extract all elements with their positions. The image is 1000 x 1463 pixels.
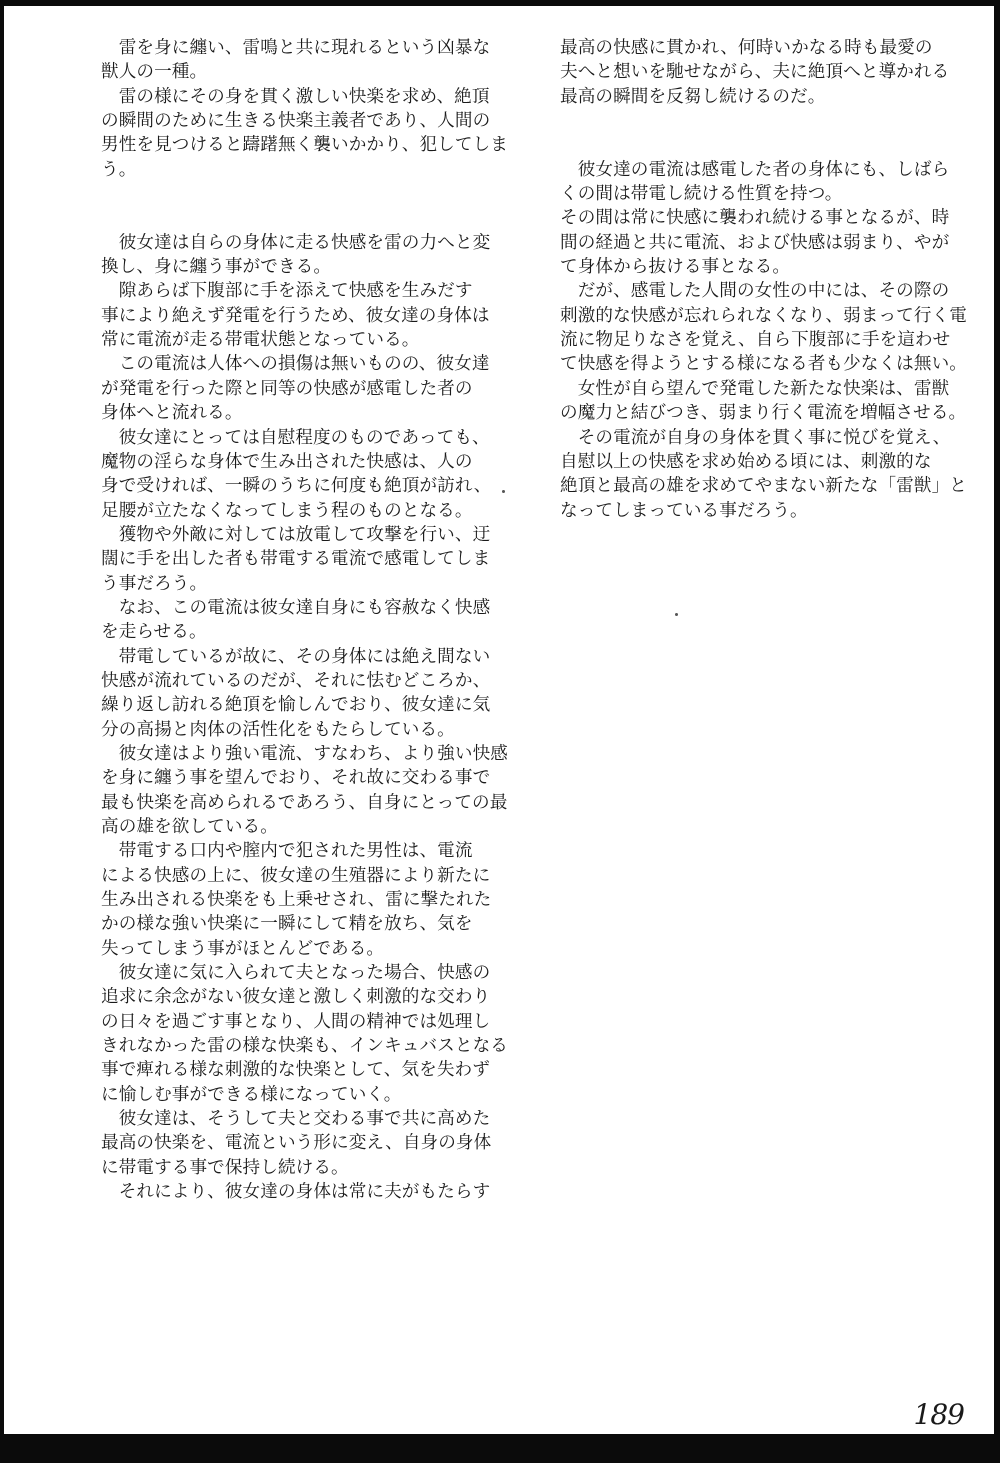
text-line: う。	[101, 159, 137, 180]
text-line: 足腰が立たなくなってしまう程のものとなる。	[101, 500, 473, 521]
scan-border-bottom	[0, 1434, 1000, 1463]
text-line: 事で痺れる様な刺激的な快楽として、気を失わず	[101, 1060, 490, 1081]
text-line: の瞬間のために生きる快楽主義者であり、人間の	[101, 111, 491, 132]
text-line: なお、この電流は彼女達自身にも容赦なく快感	[101, 597, 491, 618]
text-line: 追求に余念がない彼女達と激しく刺激的な交わり	[101, 987, 491, 1008]
text-line: 身で受ければ、一瞬のうちに何度も絶頂が訪れ、	[101, 476, 492, 497]
left-text-column	[101, 36, 516, 1205]
text-line: 最高の快楽を、電流という形に変え、自身の身体	[101, 1133, 492, 1154]
text-line: 魔物の淫らな身体で生み出された快感は、人の	[101, 451, 473, 472]
text-line: 分の高揚と肉体の活性化をもたらしている。	[101, 719, 455, 740]
text-line: て快感を得ようとする様になる者も少なくは無い。	[560, 354, 967, 375]
text-line: による快感の上に、彼女達の生殖器により新たに	[101, 865, 491, 886]
text-line	[101, 182, 516, 206]
text-line: 刺激的な快感が忘れられなくなり、弱まって行く電	[560, 305, 967, 326]
text-line: 生み出される快楽をも上乗せされ、雷に撃たれた	[101, 890, 492, 911]
text-line: 高の雄を欲している。	[101, 817, 278, 837]
text-line: 失ってしまう事がほとんどである。	[101, 938, 385, 959]
text-line: に愉しむ事ができる様になっていく。	[101, 1084, 402, 1105]
right-text-column	[560, 36, 975, 523]
text-line: 帯電しているが故に、その身体には絶え間ない	[101, 646, 491, 667]
text-line: 闊に手を出した者も帯電する電流で感電してしま	[101, 549, 491, 570]
text-line: 彼女達に気に入られて夫となった場合、快感の	[101, 963, 491, 984]
text-line: 彼女達は自らの身体に走る快感を雷の力へと変	[101, 232, 491, 253]
text-line: の日々を過ごす事となり、人間の精神では処理し	[101, 1011, 491, 1032]
text-line: 常に電流が走る帯電状態となっている。	[101, 330, 420, 351]
text-line: 帯電する口内や膣内で犯された男性は、電流	[101, 841, 473, 862]
text-line: なってしまっている事だろう。	[560, 500, 808, 521]
page-number: 189	[913, 1398, 964, 1431]
text-line: 雷の様にその身を貫く激しい快楽を求め、絶頂	[101, 86, 490, 107]
text-line: 快感が流れているのだが、それに怯むどころか、	[101, 670, 491, 691]
text-line	[560, 109, 975, 133]
text-line: の魔力と結びつき、弱まり行く電流を増幅させる。	[560, 403, 967, 424]
text-line: きれなかった雷の様な快楽も、インキュバスとなる	[101, 1036, 508, 1057]
text-line: 雷を身に纏い、雷鳴と共に現れるという凶暴な	[101, 38, 491, 58]
text-line: 夫へと想いを馳せながら、夫に絶頂へと導かれる	[560, 62, 950, 83]
text-line: を身に纏う事を望んでおり、それ故に交わる事で	[101, 768, 491, 789]
text-line: 絶頂と最高の雄を求めてやまない新たな「雷獣」と	[560, 476, 967, 497]
text-line: 獲物や外敵に対しては放電して攻撃を行い、迂	[101, 524, 491, 545]
text-line: 最も快楽を高められるであろう、自身にとっての最	[101, 792, 508, 813]
text-line: 彼女達の電流は感電した者の身体にも、しばら	[560, 159, 950, 180]
text-line: 獣人の一種。	[101, 62, 208, 83]
text-line: それにより、彼女達の身体は常に夫がもたらす	[101, 1182, 491, 1203]
text-line: その電流が自身の身体を貫く事に悦びを覚え、	[560, 427, 951, 448]
text-line: 男性を見つけると躊躇無く襲いかかり、犯してしま	[101, 135, 508, 156]
text-line: 自慰以上の快感を求め始める頃には、刺激的な	[560, 451, 932, 472]
text-line: その間は常に快感に襲われ続ける事となるが、時	[560, 208, 950, 229]
text-line	[101, 206, 516, 230]
text-line: 女性が自ら望んで発電した新たな快楽は、雷獣	[560, 378, 950, 399]
text-line: 身体へと流れる。	[101, 403, 243, 424]
text-line: 彼女達は、そうして夫と交わる事で共に高めた	[101, 1109, 491, 1130]
text-line: が発電を行った際と同等の快感が感電した者の	[101, 378, 473, 399]
text-line: 最高の瞬間を反芻し続けるのだ。	[560, 86, 826, 107]
text-line: くの間は帯電し続ける性質を持つ。	[560, 184, 843, 205]
text-line: だが、感電した人間の女性の中には、その際の	[560, 281, 950, 302]
text-line: 換し、身に纏う事ができる。	[101, 257, 332, 278]
text-line: 流に物足りなさを覚え、自ら下腹部に手を這わせ	[560, 330, 951, 351]
text-line: を走らせる。	[101, 622, 207, 643]
text-line: 最高の快感に貫かれ、何時いかなる時も最愛の	[560, 38, 933, 58]
text-line: この電流は人体への損傷は無いものの、彼女達	[101, 354, 490, 375]
text-line: 彼女達はより強い電流、すなわち、より強い快感	[101, 743, 508, 764]
text-line: て身体から抜ける事となる。	[560, 257, 791, 278]
text-line: かの様な強い快楽に一瞬にして精を放ち、気を	[101, 914, 473, 935]
text-line	[560, 133, 975, 157]
book-page	[4, 6, 994, 1434]
text-line: 繰り返し訪れる絶頂を愉しんでおり、彼女達に気	[101, 695, 491, 716]
text-line: う事だろう。	[101, 573, 208, 594]
text-line: 事により絶えず発電を行うため、彼女達の身体は	[101, 305, 490, 326]
text-line: 彼女達にとっては自慰程度のものであっても、	[101, 427, 490, 448]
scan-speck	[502, 490, 505, 493]
text-line: 隙あらば下腹部に手を添えて快感を生みだす	[101, 281, 473, 302]
text-line: 間の経過と共に電流、および快感は弱まり、やが	[560, 232, 950, 253]
scan-speck	[675, 613, 678, 616]
text-line: に帯電する事で保持し続ける。	[101, 1157, 349, 1178]
